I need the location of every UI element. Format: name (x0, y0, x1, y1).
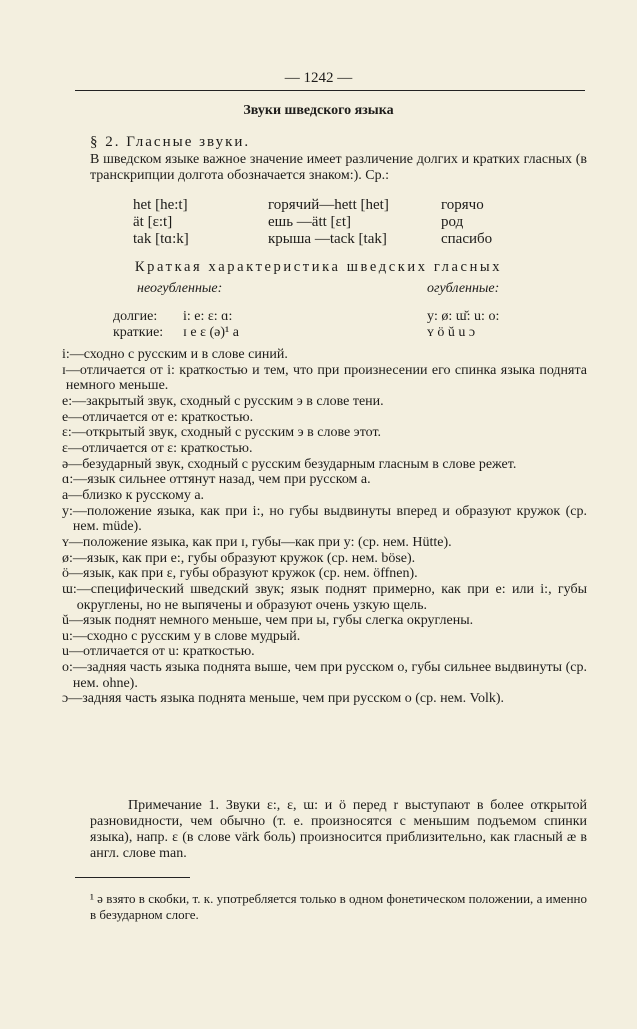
short-vowels-label: краткие: (113, 325, 164, 340)
footnote: ¹ ə взято в скобки, т. к. употребляется только в одном фонетическом положении, а именно в безударном слоге. (90, 891, 587, 922)
definition-item: i: —сходно с русским и в слове синий. (62, 347, 288, 362)
example-pair: ешь —ätt [ɛt] (268, 214, 351, 230)
intro-paragraph: В шведском языке важное значение имеет различение долгих и кратких гласных (в транскрипции долгота обозначается знаком:). Ср.: (90, 152, 587, 183)
definition-item: ɛ —отличается от ɛ: краткостью. (62, 440, 253, 456)
definition-item: ɑ: —язык сильнее оттянут назад, чем при русском а. (62, 472, 371, 488)
note-paragraph: Примечание 1. Звуки ɛ:, ɛ, ɯ: и ö перед r выступают в более открытой разновидности, чем обычно (т. е. произносятся с меньшим подъемом спинки языка), напр. ɛ (в слове värk боль) произносится приблизительно, как гласный æ в англ. слове man. (90, 798, 587, 861)
definition-item: ɪ —отличается от i: краткостью и тем, что при произнесении его спинка языка поднята немного меньше. (62, 362, 587, 394)
vowel-definitions (62, 347, 587, 707)
header-rule (75, 90, 585, 91)
chapter-title: Звуки шведского языка (243, 103, 394, 118)
definition-item: u —отличается от u: краткостью. (62, 644, 255, 660)
rounded-label: огубленные: (427, 281, 500, 296)
definition-item: ɔ —задняя часть языка поднята меньше, чем при русском о (ср. нем. Volk). (62, 691, 505, 707)
definition-item: u: —сходно с русским у в слове мудрый. (62, 628, 301, 644)
long-unrounded-vowels: i: e: ɛ: ɑ: (183, 309, 233, 324)
example-word: tak [tɑ:k] (133, 231, 189, 247)
definition-item: e —отличается от e: краткостью. (62, 409, 254, 425)
definition-item: ə —безударный звук, сходный с русским безударным гласным в слове режет. (62, 456, 517, 472)
unrounded-label: неогубленные: (137, 281, 223, 296)
short-unrounded-vowels: ɪ e ɛ (ə)¹ a (183, 325, 239, 340)
long-vowels-label: долгие: (113, 309, 158, 324)
example-word: het [he:t] (133, 197, 188, 213)
example-translation: род (441, 214, 464, 230)
example-translation: спасибо (441, 231, 493, 247)
definition-item: y: —положение языка, как при i:, но губы выдвинуты вперед и образуют кружок (ср. нем. müde). (62, 503, 587, 535)
example-word: ät [ɛ:t] (133, 214, 173, 230)
definition-item: ɛ: —открытый звук, сходный с русским э в слове этот. (62, 425, 382, 441)
footnote-rule (75, 877, 190, 878)
example-pair: горячий—hett [het] (268, 197, 389, 213)
short-rounded-vowels: ʏ ö ŭ u ɔ (427, 325, 476, 340)
definition-item: ŭ —язык поднят немного меньше, чем при ы, губы слегка округлены. (62, 613, 474, 629)
definition-item: e: —закрытый звук, сходный с русским э в слове тени. (62, 393, 384, 409)
definition-item: ʏ —положение языка, как при ɪ, губы—как при y: (ср. нем. Hütte). (62, 534, 452, 550)
definition-item: ɯ: —специфический шведский звук; язык поднят примерно, как при e: или i:, губы округлены, но не выпячены и образуют очень узкую щель. (62, 581, 587, 613)
definition-item: a —близко к русскому а. (62, 487, 205, 503)
example-translation: горячо (441, 197, 484, 213)
definition-item: ö —язык, как при ɛ, губы образуют кружок (ср. нем. öffnen). (62, 566, 418, 582)
section-heading: § 2. Гласные звуки. (90, 134, 251, 150)
characteristics-title: Краткая характеристика шведских гласных (134, 259, 503, 275)
definition-item: o: —задняя часть языка поднята выше, чем при русском о, губы сильнее выдвинуты (ср. нем. ohne). (62, 660, 587, 691)
page-number: — 1242 — (284, 70, 353, 86)
definition-item: ø: —язык, как при e:, губы образуют кружок (ср. нем. böse). (62, 550, 416, 566)
example-pair: крыша —tack [tak] (268, 231, 387, 247)
long-rounded-vowels: y: ø: ɯ̆: u: o: (427, 309, 500, 324)
